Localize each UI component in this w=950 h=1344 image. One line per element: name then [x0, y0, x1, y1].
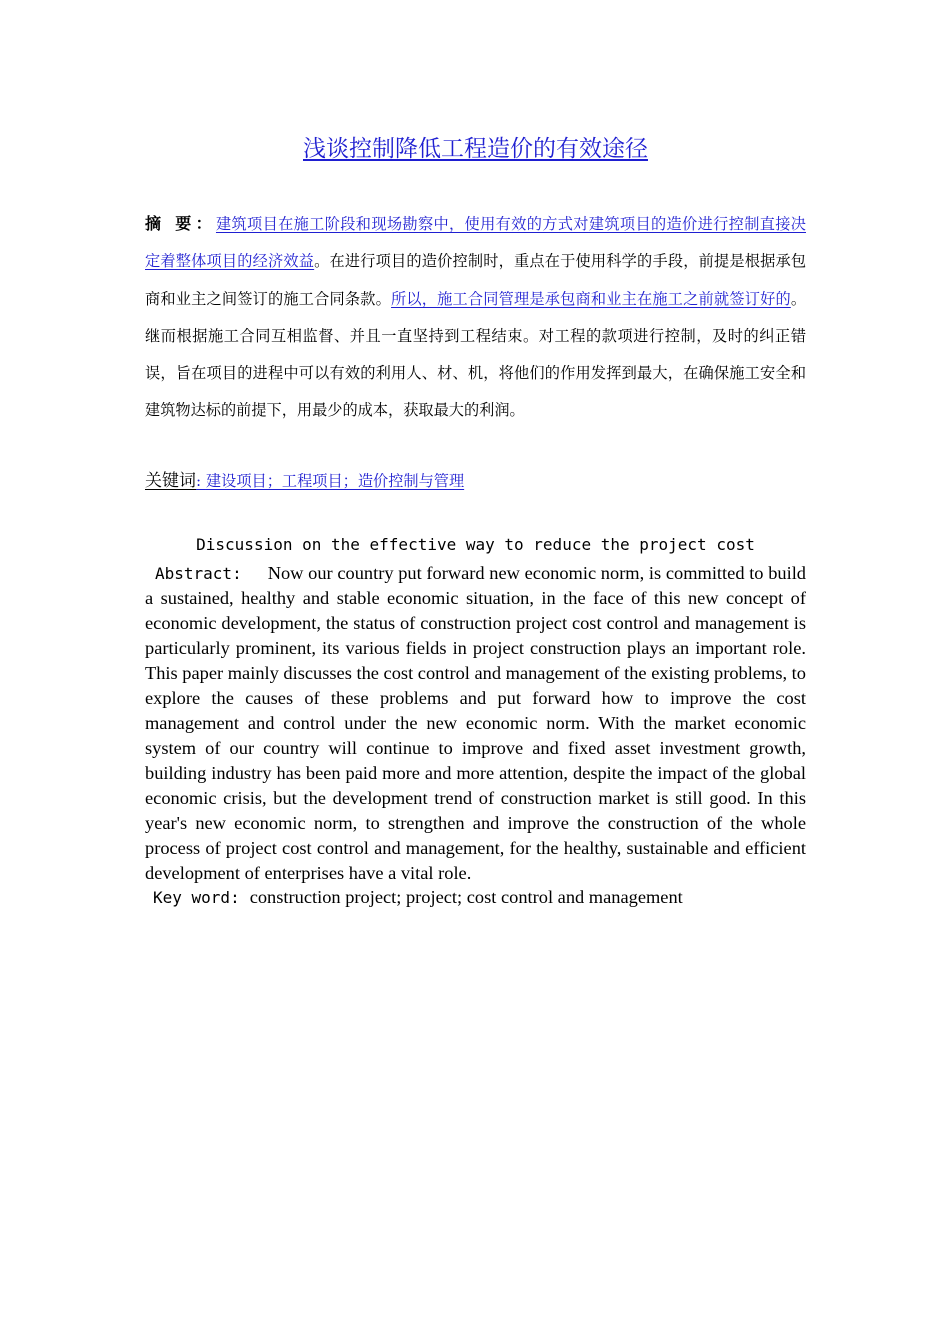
title-link[interactable]: 浅谈控制降低工程造价的有效途径 — [303, 136, 648, 162]
chinese-abstract-label: 摘 要： — [145, 214, 216, 233]
english-keywords-text: construction project; project; cost control and management — [249, 887, 683, 907]
chinese-keywords-label: 关键词 — [145, 471, 196, 491]
chinese-keywords-link[interactable]: 建设项目；工程项目；造价控制与管理 — [205, 472, 465, 490]
abstract-link-1[interactable]: 建筑项目在施工阶段和现场勘察中，使用有效的方式对建筑项目的造价进行控制直接决定着整体项目的经济效益 — [145, 215, 806, 271]
chinese-keywords — [145, 466, 806, 496]
english-abstract-text: Now our country put forward new economic norm, is committed to build a sustained, healthy and stable economic situation, in the face of this new concept of economic development, the status of construction project cost control and management is particularly prominent, its various fields in project construction plays an important role. This paper mainly discusses the cost control and management of the existing problems, to explore the causes of these problems and put forward how to improve the cost management and control under the new economic norm. With the market economic system of our country will continue to improve and fixed asset investment growth, building industry has been paid more and more attention, despite the impact of the global economic crisis, but the development trend of construction market is still good. In this year's new economic norm, to strengthen and improve the construction of the whole process of project cost control and management, for the healthy, sustainable and efficient development of enterprises have a vital role. — [145, 563, 806, 883]
abstract-text-2: 。继而根据施工合同互相监督、并且一直坚持到工程结束。对工程的款项进行控制，及时的纠正错误，旨在项目的进程中可以有效的利用人、材、机，将他们的作用发挥到最大，在确保施工安全和建筑物达标的前提下，用最少的成本，获取最大的利润。 — [145, 289, 807, 420]
english-keywords-label: Key word: — [153, 888, 240, 907]
page-title — [145, 132, 806, 166]
abstract-text-1: 。在进行项目的造价控制时，重点在于使用科学的手段，前提是根据承包商和业主之间签订的施工合同条款。 — [145, 252, 807, 308]
english-abstract — [145, 561, 806, 886]
chinese-abstract — [145, 205, 806, 430]
chinese-keywords-colon: : — [196, 472, 206, 490]
english-keywords — [145, 885, 806, 910]
english-title: Discussion on the effective way to reduce the project cost — [196, 535, 755, 554]
abstract-link-2[interactable]: 所以，施工合同管理是承包商和业主在施工之前就签订好的 — [391, 289, 791, 308]
english-abstract-label: Abstract: — [155, 564, 242, 583]
